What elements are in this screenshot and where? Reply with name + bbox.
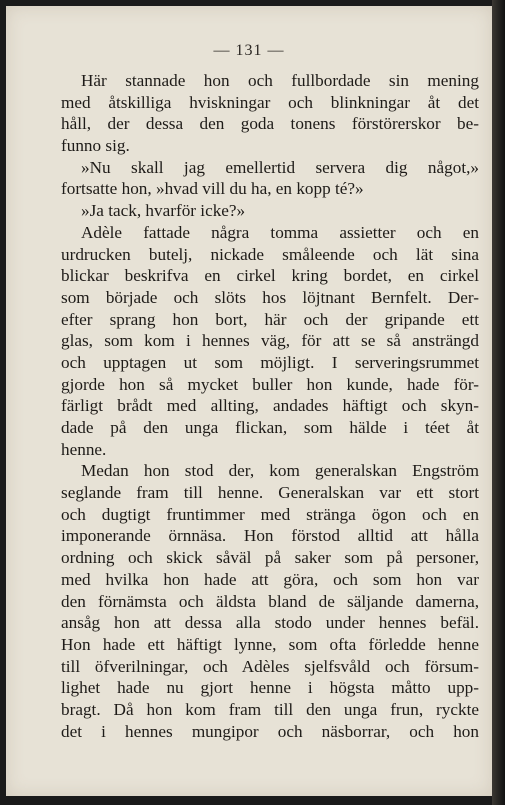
- text-line: det i hennes mungipor och näsborrar, och hon: [61, 721, 479, 741]
- text-line: ordning och skick såväl på saker som på personer,: [61, 548, 479, 568]
- text-line: som började och slöts hos löjtnant Bernfelt. Der-: [61, 287, 479, 307]
- text-line: blickar beskrifva en cirkel kring bordet, en cirkel: [61, 266, 479, 286]
- text-line: håll, der dessa den goda tonens förstörerskor be-: [61, 114, 479, 134]
- text-line: henne.: [61, 439, 107, 459]
- text-line: »Ja tack, hvarför icke?»: [81, 201, 246, 221]
- text-line: färligt brådt med allting, andades häftigt och skyn-: [61, 396, 479, 416]
- page-edge-shadow: [492, 0, 505, 805]
- text-line: Adèle fattade några tomma assietter och en: [81, 222, 479, 242]
- text-line: glas, som kom i hennes väg, för att se så ansträngd: [61, 331, 479, 351]
- text-line: Hon hade ett häftigt lynne, som ofta förledde henne: [61, 634, 479, 654]
- text-line: ansåg hon att dessa alla stodo under hennes befäl.: [61, 613, 479, 633]
- text-line: imponerande örnnäsa. Hon förstod alltid att hålla: [61, 526, 479, 546]
- book-page: [6, 6, 492, 796]
- text-line: fortsatte hon, »hvad vill du ha, en kopp té?»: [61, 179, 364, 199]
- text-line: seglande fram till henne. Generalskan var ett stort: [61, 483, 479, 503]
- text-line: och upptagen ut som möjligt. I serveringsrummet: [61, 352, 479, 372]
- text-line: med hvilka hon hade att göra, och som hon var: [61, 569, 479, 589]
- text-line: gjorde hon så mycket buller hon kunde, hade för-: [61, 374, 479, 394]
- text-line: urdrucken butelj, nickade småleende och lät sina: [61, 244, 479, 264]
- text-line: efter sprang hon bort, här och der gripande ett: [61, 309, 479, 329]
- text-line: med åtskilliga hviskningar och blinkningar åt det: [61, 92, 479, 112]
- text-line: den förnämsta och äldsta bland de säljande damerna,: [61, 591, 479, 611]
- text-line: Medan hon stod der, kom generalskan Engström: [81, 461, 479, 481]
- body-text: [61, 70, 479, 742]
- page-number: — 131 —: [213, 42, 285, 59]
- text-line: dade på den unga flickan, som hälde i téet åt: [61, 418, 479, 437]
- text-line: »Nu skall jag emellertid servera dig något,»: [81, 157, 479, 177]
- text-line: Här stannade hon och fullbordade sin mening: [81, 71, 479, 90]
- text-line: funno sig.: [61, 136, 130, 156]
- text-line: bragt. Då hon kom fram till den unga frun, ryckte: [61, 699, 479, 719]
- text-line: till öfverilningar, och Adèles sjelfsvåld och försum-: [61, 656, 479, 676]
- text-line: och dugtigt fruntimmer med stränga ögon och en: [61, 504, 479, 524]
- text-line: lighet hade nu gjort henne i högsta måtto upp-: [61, 678, 479, 698]
